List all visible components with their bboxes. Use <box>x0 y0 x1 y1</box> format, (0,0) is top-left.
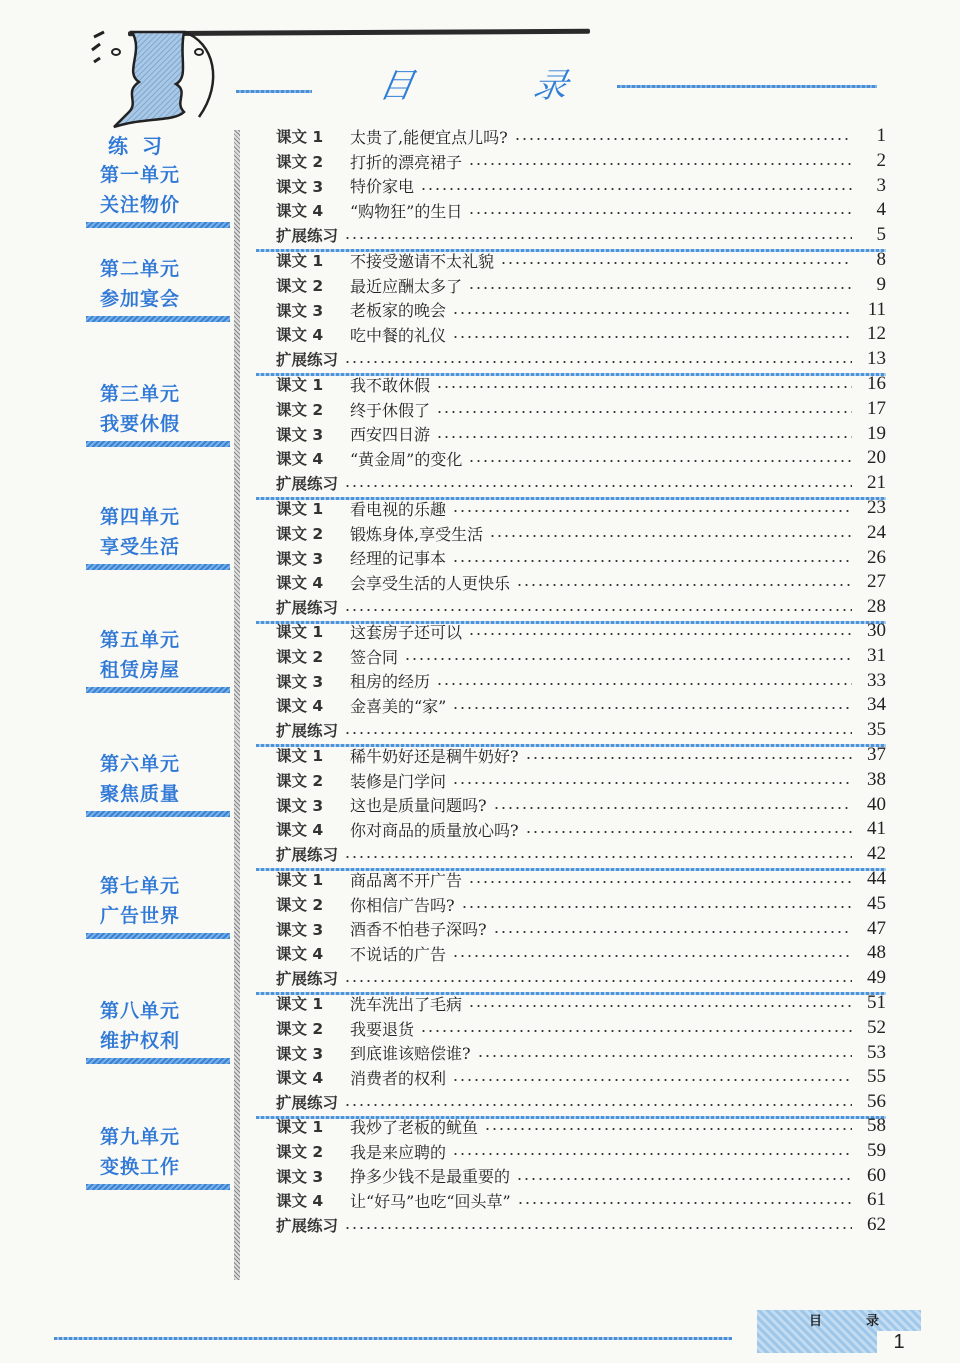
entry-title: 这也是质量问题吗? <box>350 796 487 816</box>
entry-title: 我不敢休假 <box>350 375 431 395</box>
entry-page-number: 51 <box>867 992 886 1014</box>
dot-leader <box>436 436 852 438</box>
unit-theme: 聚焦质量 <box>100 783 181 805</box>
entry-label: 扩展练习 <box>276 722 339 741</box>
entry-label: 课文 4 <box>276 697 324 716</box>
entry-title: 特价家电 <box>350 177 415 197</box>
unit-number: 第一单元 <box>100 164 181 186</box>
entry-title: 金喜美的“家” <box>350 696 447 716</box>
entry-page-number: 19 <box>867 422 886 444</box>
toc-entry-lesson[interactable] <box>256 1065 886 1090</box>
footer-title-char: 目 <box>809 1314 823 1329</box>
entry-page-number: 49 <box>867 967 886 989</box>
toc-entry-lesson[interactable] <box>256 1016 886 1041</box>
entry-title: 锻炼身体,享受生活 <box>350 524 484 544</box>
entry-page-number: 48 <box>867 942 886 964</box>
sidebar-unit-4[interactable] <box>86 502 230 570</box>
toc-entry-lesson[interactable] <box>256 198 886 223</box>
toc-entry-lesson[interactable] <box>256 273 886 298</box>
sidebar-heading: 练习 <box>108 134 176 158</box>
entry-label: 课文 3 <box>276 425 324 444</box>
dot-leader <box>452 1079 852 1081</box>
entry-label: 课文 4 <box>276 326 324 345</box>
entry-label: 课文 2 <box>276 648 324 667</box>
unit-underline <box>86 811 230 817</box>
entry-label: 课文 3 <box>276 177 324 196</box>
entry-page-number: 33 <box>867 669 886 691</box>
toc-entry-extension[interactable] <box>256 595 886 620</box>
entry-page-number: 13 <box>867 348 886 370</box>
entry-page-number: 42 <box>867 843 886 865</box>
unit-number: 第二单元 <box>100 258 181 280</box>
entry-title: 看电视的乐趣 <box>350 499 447 519</box>
unit-number: 第八单元 <box>100 1000 181 1022</box>
toc-group-2 <box>256 248 886 371</box>
toc-entry-lesson[interactable] <box>256 817 886 842</box>
entry-page-number: 45 <box>867 893 886 915</box>
toc-entry-lesson[interactable] <box>256 521 886 546</box>
unit-underline <box>86 687 230 693</box>
toc-entry-lesson[interactable] <box>256 545 886 570</box>
dot-leader <box>436 386 852 388</box>
title-rule-right <box>617 85 877 88</box>
entry-page-number: 8 <box>876 249 886 271</box>
entry-label: 课文 1 <box>276 747 324 766</box>
entry-title: 稀牛奶好还是稠牛奶好? <box>350 746 519 766</box>
entry-page-number: 31 <box>867 645 886 667</box>
entry-label: 课文 1 <box>276 128 324 147</box>
dot-leader <box>468 287 852 289</box>
entry-label: 课文 3 <box>276 301 324 320</box>
entry-page-number: 4 <box>876 199 886 221</box>
dot-leader <box>477 1055 852 1057</box>
entry-title: 装修是门学问 <box>350 771 447 791</box>
entry-label: 课文 4 <box>276 202 324 221</box>
unit-theme: 变换工作 <box>100 1156 181 1178</box>
dot-leader <box>468 633 852 635</box>
entry-title: 终于休假了 <box>350 400 431 420</box>
entry-page-number: 62 <box>867 1214 886 1236</box>
entry-label: 课文 3 <box>276 1167 324 1186</box>
entry-label: 课文 4 <box>276 450 324 469</box>
toc-entry-lesson[interactable] <box>256 991 886 1016</box>
entry-page-number: 61 <box>867 1189 886 1211</box>
toc-entry-lesson[interactable] <box>256 173 886 198</box>
entry-title: 这套房子还可以 <box>350 622 463 642</box>
footer-page-tab <box>757 1310 921 1353</box>
unit-theme: 我要休假 <box>100 413 181 435</box>
entry-title: 消费者的权利 <box>350 1068 447 1088</box>
entry-title: 我是来应聘的 <box>350 1142 447 1162</box>
toc-group-7 <box>256 867 886 990</box>
entry-title: 经理的记事本 <box>350 549 447 569</box>
dot-leader <box>344 485 852 487</box>
toc-group-5 <box>256 619 886 742</box>
toc-entry-lesson[interactable] <box>256 644 886 669</box>
entry-label: 扩展练习 <box>276 1217 339 1236</box>
dot-leader <box>452 707 852 709</box>
sidebar-unit-1[interactable] <box>86 160 230 228</box>
entry-label: 课文 2 <box>276 401 324 420</box>
page-number: 1 <box>877 1331 921 1353</box>
entry-label: 课文 1 <box>276 623 324 642</box>
entry-page-number: 44 <box>867 868 886 890</box>
dot-leader <box>436 411 852 413</box>
toc-entry-lesson[interactable] <box>256 941 886 966</box>
toc-entry-extension[interactable] <box>256 966 886 991</box>
dot-leader <box>514 138 852 140</box>
entry-label: 课文 4 <box>276 574 324 593</box>
toc-entry-lesson[interactable] <box>256 496 886 521</box>
entry-page-number: 55 <box>867 1066 886 1088</box>
sidebar-unit-8[interactable] <box>86 996 230 1064</box>
dot-leader <box>344 856 852 858</box>
toc-entry-extension[interactable] <box>256 347 886 372</box>
dot-leader <box>420 188 852 190</box>
entry-label: 课文 1 <box>276 376 324 395</box>
sidebar-unit-7[interactable] <box>86 871 230 939</box>
unit-theme: 租赁房屋 <box>100 659 181 681</box>
unit-underline <box>86 933 230 939</box>
dot-leader <box>452 312 852 314</box>
entry-page-number: 3 <box>876 174 886 196</box>
entry-page-number: 1 <box>876 125 886 147</box>
toc-entry-lesson[interactable] <box>256 297 886 322</box>
unit-theme: 关注物价 <box>100 194 181 216</box>
entry-label: 扩展练习 <box>276 475 339 494</box>
entry-title: 我要退货 <box>350 1019 415 1039</box>
toc-entry-lesson[interactable] <box>256 322 886 347</box>
dot-leader <box>452 782 852 784</box>
entry-label: 课文 3 <box>276 796 324 815</box>
sidebar-unit-9[interactable] <box>86 1122 230 1190</box>
sidebar-unit-2[interactable] <box>86 254 230 322</box>
entry-page-number: 23 <box>867 497 886 519</box>
footer-rule <box>54 1337 732 1340</box>
toc-entry-lesson[interactable] <box>256 619 886 644</box>
dot-leader <box>344 1104 852 1106</box>
entry-label: 课文 2 <box>276 525 324 544</box>
toc-entry-lesson[interactable] <box>256 149 886 174</box>
entry-title: “黄金周”的变化 <box>350 449 463 469</box>
toc-entry-lesson[interactable] <box>256 1040 886 1065</box>
unit-underline <box>86 441 230 447</box>
dot-leader <box>452 955 852 957</box>
toc-entry-lesson[interactable] <box>256 768 886 793</box>
dot-leader <box>344 237 852 239</box>
unit-number: 第五单元 <box>100 629 181 651</box>
entry-title: 租房的经历 <box>350 672 431 692</box>
toc-entry-extension[interactable] <box>256 1090 886 1115</box>
dot-leader <box>484 1128 852 1130</box>
entry-label: 课文 2 <box>276 153 324 172</box>
entry-page-number: 11 <box>867 298 886 320</box>
toc-entry-lesson[interactable] <box>256 248 886 273</box>
dot-leader <box>516 584 852 586</box>
entry-page-number: 53 <box>867 1041 886 1063</box>
entry-label: 课文 2 <box>276 277 324 296</box>
entry-label: 课文 3 <box>276 672 324 691</box>
dot-leader <box>468 212 852 214</box>
toc-group-9 <box>256 1114 886 1237</box>
entry-title: 不接受邀请不太礼貌 <box>350 251 495 271</box>
entry-label: 课文 4 <box>276 1069 324 1088</box>
unit-number: 第四单元 <box>100 506 181 528</box>
toc-entry-lesson[interactable] <box>256 570 886 595</box>
entry-label: 课文 3 <box>276 920 324 939</box>
toc-entry-lesson[interactable] <box>256 421 886 446</box>
entry-page-number: 37 <box>867 744 886 766</box>
dot-leader <box>516 1178 852 1180</box>
dot-leader <box>420 1030 852 1032</box>
entry-page-number: 35 <box>867 719 886 741</box>
entry-label: 扩展练习 <box>276 599 339 618</box>
toc-entry-extension[interactable] <box>256 718 886 743</box>
entry-label: 课文 4 <box>276 1192 324 1211</box>
entry-label: 扩展练习 <box>276 351 339 370</box>
toc-group-4 <box>256 496 886 619</box>
entry-title: 酒香不怕巷子深吗? <box>350 920 487 940</box>
entry-label: 课文 1 <box>276 871 324 890</box>
dot-leader <box>436 683 852 685</box>
entry-page-number: 52 <box>867 1017 886 1039</box>
toc-entry-lesson[interactable] <box>256 743 886 768</box>
toc-entry-lesson[interactable] <box>256 867 886 892</box>
entry-page-number: 47 <box>867 917 886 939</box>
dot-leader <box>344 1227 852 1229</box>
dot-leader <box>525 831 852 833</box>
entry-title: 太贵了,能便宜点儿吗? <box>350 127 508 147</box>
entry-title: “购物狂”的生日 <box>350 201 463 221</box>
entry-page-number: 9 <box>876 274 886 296</box>
entry-page-number: 17 <box>867 398 886 420</box>
entry-page-number: 16 <box>867 373 886 395</box>
entry-label: 课文 1 <box>276 500 324 519</box>
unit-underline <box>86 1184 230 1190</box>
page-title <box>375 58 573 107</box>
entry-label: 课文 4 <box>276 821 324 840</box>
entry-label: 扩展练习 <box>276 846 339 865</box>
toc-entry-lesson[interactable] <box>256 1139 886 1164</box>
dot-leader <box>344 980 852 982</box>
entry-label: 课文 2 <box>276 1143 324 1162</box>
entry-title: 会享受生活的人更快乐 <box>350 573 511 593</box>
entry-title: 挣多少钱不是最重要的 <box>350 1167 511 1187</box>
sidebar-unit-6[interactable] <box>86 749 230 817</box>
toc-entry-lesson[interactable] <box>256 1163 886 1188</box>
title-rule-left <box>236 90 312 93</box>
toc-entry-lesson[interactable] <box>256 372 886 397</box>
dot-leader <box>493 807 852 809</box>
entry-title: 让“好马”也吃“回头草” <box>350 1191 511 1211</box>
toc-group-8 <box>256 991 886 1114</box>
entry-page-number: 59 <box>867 1140 886 1162</box>
entry-page-number: 60 <box>867 1164 886 1186</box>
dot-leader <box>452 510 852 512</box>
footer-title <box>809 1310 879 1329</box>
unit-theme: 参加宴会 <box>100 288 181 310</box>
entry-page-number: 24 <box>867 522 886 544</box>
entry-page-number: 38 <box>867 769 886 791</box>
unit-theme: 享受生活 <box>100 536 181 558</box>
entry-page-number: 21 <box>867 472 886 494</box>
entry-page-number: 34 <box>867 694 886 716</box>
toc-entry-lesson[interactable] <box>256 124 886 149</box>
entry-page-number: 26 <box>867 546 886 568</box>
dot-leader <box>493 931 852 933</box>
toc-entry-lesson[interactable] <box>256 446 886 471</box>
unit-theme: 广告世界 <box>100 905 181 927</box>
unit-theme: 维护权利 <box>100 1030 181 1052</box>
toc-entry-lesson[interactable] <box>256 1114 886 1139</box>
unit-underline <box>86 564 230 570</box>
entry-title: 你对商品的质量放心吗? <box>350 820 519 840</box>
toc-entry-lesson[interactable] <box>256 916 886 941</box>
dot-leader <box>461 906 852 908</box>
unit-underline <box>86 1058 230 1064</box>
entry-page-number: 41 <box>867 818 886 840</box>
toc-entry-extension[interactable] <box>256 471 886 496</box>
entry-label: 扩展练习 <box>276 1094 339 1113</box>
entry-label: 扩展练习 <box>276 227 339 246</box>
dot-leader <box>468 460 852 462</box>
entry-title: 吃中餐的礼仪 <box>350 325 447 345</box>
dot-leader <box>404 658 852 660</box>
dot-leader <box>517 1202 852 1204</box>
dot-leader <box>500 262 852 264</box>
unit-number: 第六单元 <box>100 753 181 775</box>
dot-leader <box>525 757 852 759</box>
entry-page-number: 5 <box>876 224 886 246</box>
entry-title: 我炒了老板的鱿鱼 <box>350 1117 479 1137</box>
toc-group-1 <box>256 124 886 247</box>
toc-group-6 <box>256 743 886 866</box>
toc-entry-lesson[interactable] <box>256 693 886 718</box>
toc-entry-lesson[interactable] <box>256 397 886 422</box>
entry-title: 商品离不开广告 <box>350 870 463 890</box>
entry-label: 课文 1 <box>276 1118 324 1137</box>
entry-title: 最近应酬太多了 <box>350 276 463 296</box>
dot-leader <box>344 361 852 363</box>
entry-label: 课文 1 <box>276 252 324 271</box>
entry-page-number: 56 <box>867 1091 886 1113</box>
entry-page-number: 20 <box>867 447 886 469</box>
dot-leader <box>344 732 852 734</box>
entry-label: 课文 1 <box>276 995 324 1014</box>
entry-label: 课文 4 <box>276 945 324 964</box>
dot-leader <box>468 881 852 883</box>
entry-title: 你相信广告吗? <box>350 895 455 915</box>
toc-entry-extension[interactable] <box>256 223 886 248</box>
toc-group-3 <box>256 372 886 495</box>
entry-title: 不说话的广告 <box>350 944 447 964</box>
entry-page-number: 30 <box>867 620 886 642</box>
entry-label: 课文 2 <box>276 1020 324 1039</box>
dot-leader <box>489 535 852 537</box>
toc-entry-lesson[interactable] <box>256 668 886 693</box>
dot-leader <box>468 163 852 165</box>
toc-entry-lesson[interactable] <box>256 792 886 817</box>
face-illustration-icon <box>84 22 234 132</box>
toc-entry-lesson[interactable] <box>256 892 886 917</box>
entry-page-number: 40 <box>867 793 886 815</box>
entry-label: 扩展练习 <box>276 970 339 989</box>
entry-page-number: 12 <box>867 323 886 345</box>
entry-title: 打折的漂亮裙子 <box>350 152 463 172</box>
entry-title: 老板家的晚会 <box>350 301 447 321</box>
vertical-divider <box>234 130 240 1280</box>
entry-page-number: 2 <box>876 150 886 172</box>
page-title-char: 目 <box>375 66 419 106</box>
entry-label: 课文 2 <box>276 772 324 791</box>
dot-leader <box>344 609 852 611</box>
page-title-char: 录 <box>529 66 573 106</box>
entry-label: 课文 3 <box>276 1044 324 1063</box>
entry-title: 洗车洗出了毛病 <box>350 994 463 1014</box>
entry-label: 课文 3 <box>276 549 324 568</box>
sidebar-unit-3[interactable] <box>86 379 230 447</box>
dot-leader <box>452 1153 852 1155</box>
unit-number: 第九单元 <box>100 1126 181 1148</box>
toc-entry-lesson[interactable] <box>256 1188 886 1213</box>
entry-page-number: 58 <box>867 1115 886 1137</box>
dot-leader <box>468 1005 852 1007</box>
entry-page-number: 27 <box>867 571 886 593</box>
toc-entry-extension[interactable] <box>256 842 886 867</box>
unit-underline <box>86 222 230 228</box>
unit-number: 第七单元 <box>100 875 181 897</box>
entry-label: 课文 2 <box>276 896 324 915</box>
toc-entry-extension[interactable] <box>256 1213 886 1238</box>
unit-number: 第三单元 <box>100 383 181 405</box>
entry-page-number: 28 <box>867 596 886 618</box>
footer-title-char: 录 <box>865 1314 879 1329</box>
dot-leader <box>452 560 852 562</box>
entry-title: 到底谁该赔偿谁? <box>350 1044 471 1064</box>
sidebar-unit-5[interactable] <box>86 625 230 693</box>
dot-leader <box>452 336 852 338</box>
unit-underline <box>86 316 230 322</box>
entry-title: 签合同 <box>350 647 399 667</box>
entry-title: 西安四日游 <box>350 425 431 445</box>
